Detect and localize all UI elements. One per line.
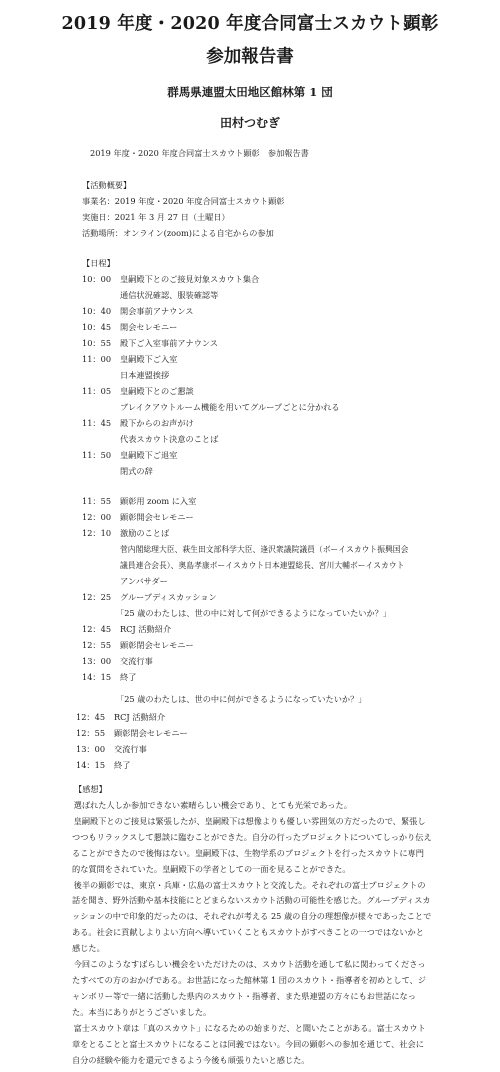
schedule-time: 12：55 <box>82 640 112 650</box>
schedule-detail: 「25 歳のわたしは、世の中に何ができるようになっていたいか？」 <box>116 694 367 704</box>
schedule-time: 10：00 <box>82 274 112 284</box>
author-name: 田村つむぎ <box>219 116 280 130</box>
impressions-paragraph: 皇嗣殿下とのご接見は緊張したが、皇嗣殿下は想像よりも優しい雰囲気の方だったので、緊張しつつもリラックスして懇談に臨むことができた。自分の行ったプロジェクトについてしっかり伝えることができたので後悔はない。皇嗣殿下は、生物学系のプロジェクトを行ったスカウトに専門的な質問をされていた。皇嗣殿下の学者としての一面を見ることができた。 <box>72 815 432 874</box>
schedule-detail: 議員連合会長）、奥島孝康ボーイスカウト日本連盟総長、宮川大輔ボーイスカウト <box>120 561 405 570</box>
schedule-time: 14：15 <box>76 760 106 770</box>
schedule-event: RCJ 活動紹介 <box>120 624 172 634</box>
schedule-detail: 閉式の辞 <box>120 466 153 476</box>
schedule-heading: 【日程】 <box>82 258 115 268</box>
schedule-detail: 菅内閣総理大臣、萩生田文部科学大臣、逢沢衆議院議員（ボーイスカウト振興国会 <box>120 545 409 554</box>
schedule-detail: アンバサダー <box>120 576 168 586</box>
schedule-detail: 代表スカウト決意のことば <box>120 434 219 444</box>
document-subtitle: 2019 年度・2020 年度合同富士スカウト顕彰 参加報告書 <box>90 148 309 158</box>
schedule-event: 終了 <box>120 672 137 682</box>
schedule-event: 殿下ご入室事前アナウンス <box>120 338 219 348</box>
schedule-time: 13：00 <box>82 656 112 666</box>
schedule-detail: 通信状況確認、服装確認等 <box>120 290 219 300</box>
impressions-paragraph: 今回このようなすばらしい機会をいただけたのは、スカウト活動を通して私に関わってくださったすべての方のおかげである。お世話になった館林第 1 団のスカウト・指導者を初めとして、ジャンボリー等で一緒に活動した県内のスカウト・指導者、また県連盟の方々にもお世話になった。本当にありがとうございました。 <box>72 959 426 1017</box>
schedule-event: 交流行事 <box>114 744 147 754</box>
schedule-time: 11：50 <box>82 450 112 460</box>
report-title-sub: 参加報告書 <box>206 47 294 67</box>
schedule-event: 顕彰開会セレモニー <box>120 512 194 522</box>
schedule-detail: 「25 歳のわたしは、世の中に対して何ができるようになっていたいか？」 <box>116 608 392 618</box>
schedule-event: 終了 <box>114 760 131 770</box>
schedule-event: 激励のことば <box>120 528 170 538</box>
overview-place: 活動場所：オンライン(zoom)による自宅からの参加 <box>82 228 274 238</box>
schedule-event: 皇嗣殿下とのご接見対象スカウト集合 <box>120 274 260 284</box>
impressions-paragraph: 後半の顕彰では、東京・兵庫・広島の富士スカウトと交流した。それぞれの富士プロジェクトの話を聞き、野外活動や基本技能にとどまらないスカウト活動の可能性を感じた。グループディスカッションの中で印象的だったのは、それぞれが考える 25 歳の自分の理想像が様々であったことである。社会に貢献しよりよい方向へ導いていくこともスカウトがすべきことの一つではないかと感じた。 <box>72 879 432 954</box>
report-title: 2019 年度・2020 年度合同富士スカウト顕彰 <box>61 14 439 34</box>
schedule-event: 開会事前アナウンス <box>120 306 194 316</box>
overview-event: 事業名：2019 年度・2020 年度合同富士スカウト顕彰 <box>82 196 285 206</box>
schedule-event: 顕彰閉会セレモニー <box>120 640 194 650</box>
schedule-time: 11：05 <box>82 386 112 396</box>
impressions-heading: 【感想】 <box>74 784 107 794</box>
schedule-event: 皇嗣殿下ご入室 <box>120 354 178 364</box>
schedule-event: 殿下からのお声がけ <box>120 418 194 428</box>
impressions-body <box>72 798 432 1068</box>
overview-heading: 【活動概要】 <box>82 180 132 190</box>
schedule-time: 10：55 <box>82 338 112 348</box>
schedule-event: 交流行事 <box>120 656 153 666</box>
schedule-time: 12：10 <box>82 528 112 538</box>
schedule-time: 12：55 <box>76 728 106 738</box>
schedule-time: 11：00 <box>82 354 112 364</box>
schedule-time: 14：15 <box>82 672 112 682</box>
schedule-time: 10：45 <box>82 322 112 332</box>
schedule-time: 10：40 <box>82 306 112 316</box>
schedule-detail: 日本連盟挨拶 <box>120 370 170 380</box>
schedule-event: 皇嗣殿下とのご懇談 <box>120 386 194 396</box>
schedule-event: 顕彰閉会セレモニー <box>114 728 188 738</box>
schedule-time: 12：45 <box>82 624 112 634</box>
schedule-event: 顕彰用 zoom に入室 <box>120 496 197 506</box>
organization-name: 群馬県連盟太田地区館林第 1 団 <box>167 85 333 99</box>
impressions-paragraph: 富士スカウト章は「真のスカウト」になるための始まりだ、と聞いたことがある。富士スカウト章をとることと富士スカウトになることは同義ではない。今回の顕彰への参加を通じて、社会に自分の経験や能力を還元できるよう今後も頑張りたいと感じた。 <box>72 1022 426 1065</box>
schedule-time: 12：25 <box>82 592 112 602</box>
schedule-time: 11：45 <box>82 418 112 428</box>
schedule-event: 皇嗣殿下ご退室 <box>120 450 178 460</box>
schedule-event: RCJ 活動紹介 <box>114 712 166 722</box>
schedule-time: 11：55 <box>82 496 112 506</box>
impressions-paragraph: 選ばれた人しか参加できない素晴らしい機会であり、とても光栄であった。 <box>73 800 352 810</box>
schedule-time: 13：00 <box>76 744 106 754</box>
overview-date: 実施日：2021 年 3 月 27 日（土曜日） <box>82 212 230 222</box>
schedule-time: 12：00 <box>82 512 112 522</box>
schedule-event: グループディスカッション <box>120 592 217 602</box>
schedule-event: 開会セレモニー <box>120 322 178 332</box>
schedule-detail: ブレイクアウトルーム機能を用いてグループごとに分かれる <box>120 402 340 412</box>
schedule-time: 12：45 <box>76 712 106 722</box>
